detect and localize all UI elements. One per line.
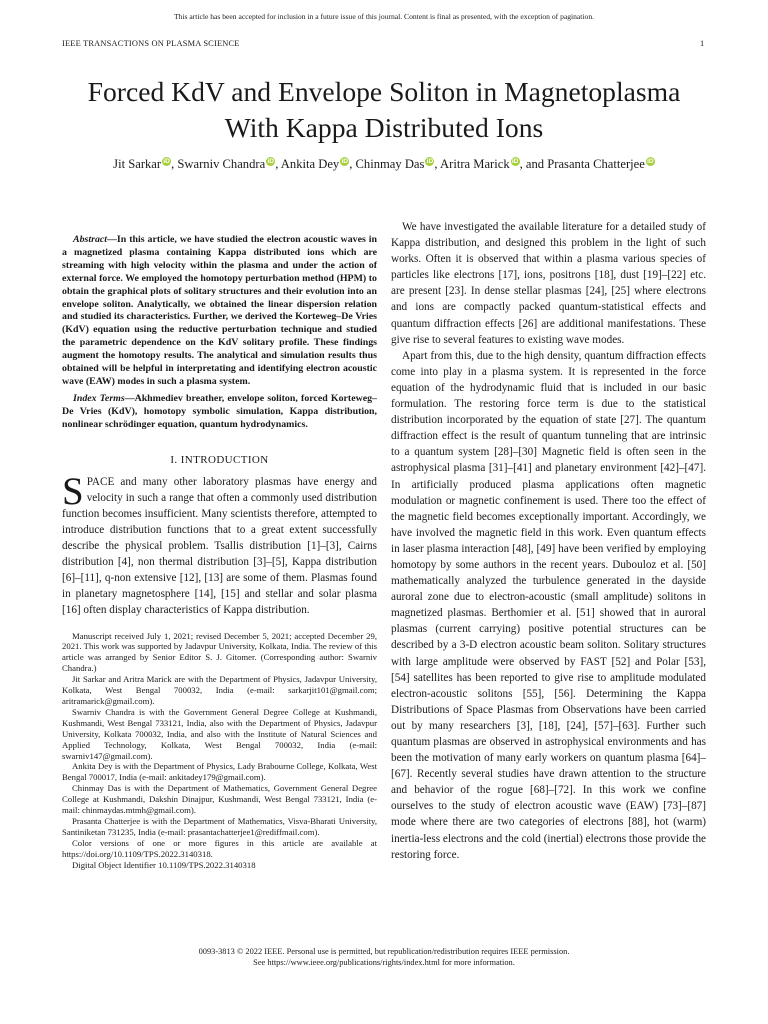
author-list: [40, 157, 728, 172]
journal-running-head: IEEE TRANSACTIONS ON PLASMA SCIENCE: [62, 39, 240, 48]
footnote-color-versions: Color versions of one or more figures in this article are available at https://doi.org/10.1109/TPS.2022.3140318.: [62, 837, 377, 859]
footnote-affiliation: Swarniv Chandra is with the Government General Degree College at Kushmandi, Kushmandi, West Bengal 733121, India, also with the Department of Physics, Jadavpur University, Kolkata 700032, India, and also with the Institute of Natural Sciences and Applied Technology, Kolkata, West Bengal 700032, India (e-mail: swarniv147@gmail.com).: [62, 706, 377, 761]
abstract: Abstract—In this article, we have studied the electron acoustic waves in a magnetized plasma containing Kappa distributed ions which are streaming with high velocity within the plasma and under the action of external force. We employed the homotopy perturbation method (HPM) to obtain the graphical plots of solitary structures and their evolution into an envelope soliton. Analytically, we obtained the linear dispersion relation and studied its characteristics. Further, we derived the Korteweg–De Vries (KdV) equation using the reductive perturbation technique and studied the parametric dependence on the KdV solitary profile. These findings augment the homotopy results. The analytical and simulation results thus obtained will be helpful in interpretating and identifying electron acoustic wave (EAW) modes in such a plasma system.: [62, 234, 377, 387]
copyright-notice: [60, 947, 708, 969]
author: Swarniv Chandra iD,: [177, 157, 281, 171]
author: Ankita Dey iD,: [280, 157, 356, 171]
body-paragraph: We have investigated the available literature for a detailed study of Kappa distribution, and designed this problem in the light of such works. Often it is observed that within a plasma various species of particles like electrons [17], ions, positrons [18], dust [19]–[22] etc. are present [23]. In dense stellar plasmas [24], [25] where electrons and ions are compactly packed quantum-statistical effects and quantum diffraction effects [26] are additional manifestations. These give rise to several features to existing wave modes.: [391, 221, 706, 346]
body-paragraph: Apart from this, due to the high density, quantum diffraction effects come into play in a plasma system. It is represented in the force equation of the hydrodynamic fluid that is included in our basic formulation. The restoring force term is due to the statistical distribution incorporated by the equation of state [27]. The quantum diffraction effect is the result of quantum tunneling that are intrinsic to a quantum system [28]–[30] Magnetic field is often seen in the astrophysical plasma [31]–[41] and planetary environment [42]–[47]. In artificially produced plasma applications often magnetic modulation or magnetic confinement is used. There too the effect of the magnetic field becomes exceptionally important. Accordingly, we have involved the magnetic field in this work. Even quantum effects in laser plasma interaction [48], [49] have been verified by employing homotopy by some authors in the recent years. Dubouloz et al. [50] mathematically analyzed the turbulence generated in the dayside auroral zone due to electron-acoustic (small amplitude) solitons in magnetized plasmas. Berthomier et al. [51] showed that in auroral plasmas (current carrying) positive potential structures can be described by a 3-D electron acoustic beam soliton. Solitary structures with large amplitude were observed by FAST [52] and Polar [53], [54] satellites has been reported to give rise to amplitude modulated electron-acoustic solitons [55], [56]. Determining the Kappa Distributions of Space Plasmas from Observations have been carried out by many researchers [3], [18], [24], [57]–[63]. Further such quantum plasmas are observed in astrophysical environments and has been the motivation of many early workers on quantum plasma [64]–[67]. Recently several studies have drawn attention to the structure and behavior of the rogue [68]–[72]. In this work we confine ourselves to the study of electron acoustic wave (EAW) [73]–[87] mode where there are two categories of electrons [88], hot (warm) inertia-less electrons and the cold (inertial) electrons those provide the restoring force.: [391, 349, 706, 861]
footnote-doi: Digital Object Identifier 10.1109/TPS.2022.3140318: [72, 859, 256, 870]
orcid-icon[interactable]: iD: [163, 158, 170, 165]
orcid-icon[interactable]: iD: [426, 158, 434, 165]
footnote-affiliation: Ankita Dey is with the Department of Physics, Lady Brabourne College, Kolkata, West Bengal 700017, India (e-mail: ankitadey179@gmail.com).: [62, 761, 377, 783]
left-column: [62, 234, 377, 870]
footnote-affiliation: Chinmay Das is with the Department of Mathematics, Government General Degree College at Kushmandi, Dakshin Dinajpur, Kushmandi, West Bengal 733121, India (e-mail: chinmaydas.mtmh@gmail.com).: [62, 783, 377, 816]
footnotes: [62, 631, 377, 871]
section-heading-introduction: I. INTRODUCTION: [170, 453, 269, 466]
page-number: 1: [700, 39, 705, 48]
drop-cap: S: [62, 469, 84, 513]
rights-link[interactable]: See https://www.ieee.org/publications/rights/index.html for more information.: [253, 957, 515, 967]
orcid-icon[interactable]: iD: [511, 158, 519, 165]
author: Chinmay Das iD,: [355, 157, 441, 171]
author: Aritra Marick iD, and: [440, 157, 548, 171]
orcid-icon[interactable]: iD: [341, 158, 348, 165]
author: Jit Sarkar iD,: [113, 157, 178, 171]
orcid-icon[interactable]: iD: [267, 158, 274, 165]
right-column: [391, 219, 706, 863]
footnote-manuscript: Manuscript received July 1, 2021; revised December 5, 2021; accepted December 29, 2021. This work was supported by Jadavpur University, Kolkata, India. The review of this article was arranged by Senior Editor S. J. Gitomer. (Corresponding author: Swarniv Chandra.): [62, 630, 377, 674]
copyright-line: 0093-3813 © 2022 IEEE. Personal use is permitted, but republication/redistribution requires IEEE permission.: [198, 947, 570, 956]
orcid-icon[interactable]: iD: [647, 158, 654, 165]
footnote-affiliation: Jit Sarkar and Aritra Marick are with the Department of Physics, Jadavpur University, Kolkata, West Bengal 700032, India (e-mail: sarkarjit101@gmail.com; aritramarick@gmail.com).: [62, 674, 377, 706]
index-terms: Index Terms—Akhmediev breather, envelope soliton, forced Korteweg–De Vries (KdV), homotopy symbolic simulation, Kappa distribution, nonlinear schrödinger equation, quantum hydrodynamics.: [62, 392, 377, 430]
footnote-affiliation: Prasanta Chatterjee is with the Department of Mathematics, Visva-Bharati University, Santiniketan 731235, India (e-mail: prasantachatterjee1@rediffmail.com).: [62, 815, 377, 837]
intro-paragraph: SPACE and many other laboratory plasmas have energy and velocity in such a range that often a commonly used distribution function becomes insufficient. Many scientists therefore, attempted to introduce distribution functions that to a great extent successfully describe the physical problem. Tsallis distribution [1]–[3], Cairns distribution [4], non thermal distribution [3]–[5], Kappa distribution [6]–[11], q-non extensive [12], [13] are some of them. Plasmas found in planetary magnetosphere [14], [15] and stellar and solar plasma [16] often display characteristics of Kappa distribution.: [62, 469, 377, 617]
article-title: Forced KdV and Envelope Soliton in Magnetoplasma With Kappa Distributed Ions: [87, 76, 681, 143]
author: Prasanta Chatterjee iD: [547, 157, 654, 171]
acceptance-notice: This article has been accepted for inclusion in a future issue of this journal. Content is final as presented, with the exception of pagination.: [173, 12, 595, 21]
